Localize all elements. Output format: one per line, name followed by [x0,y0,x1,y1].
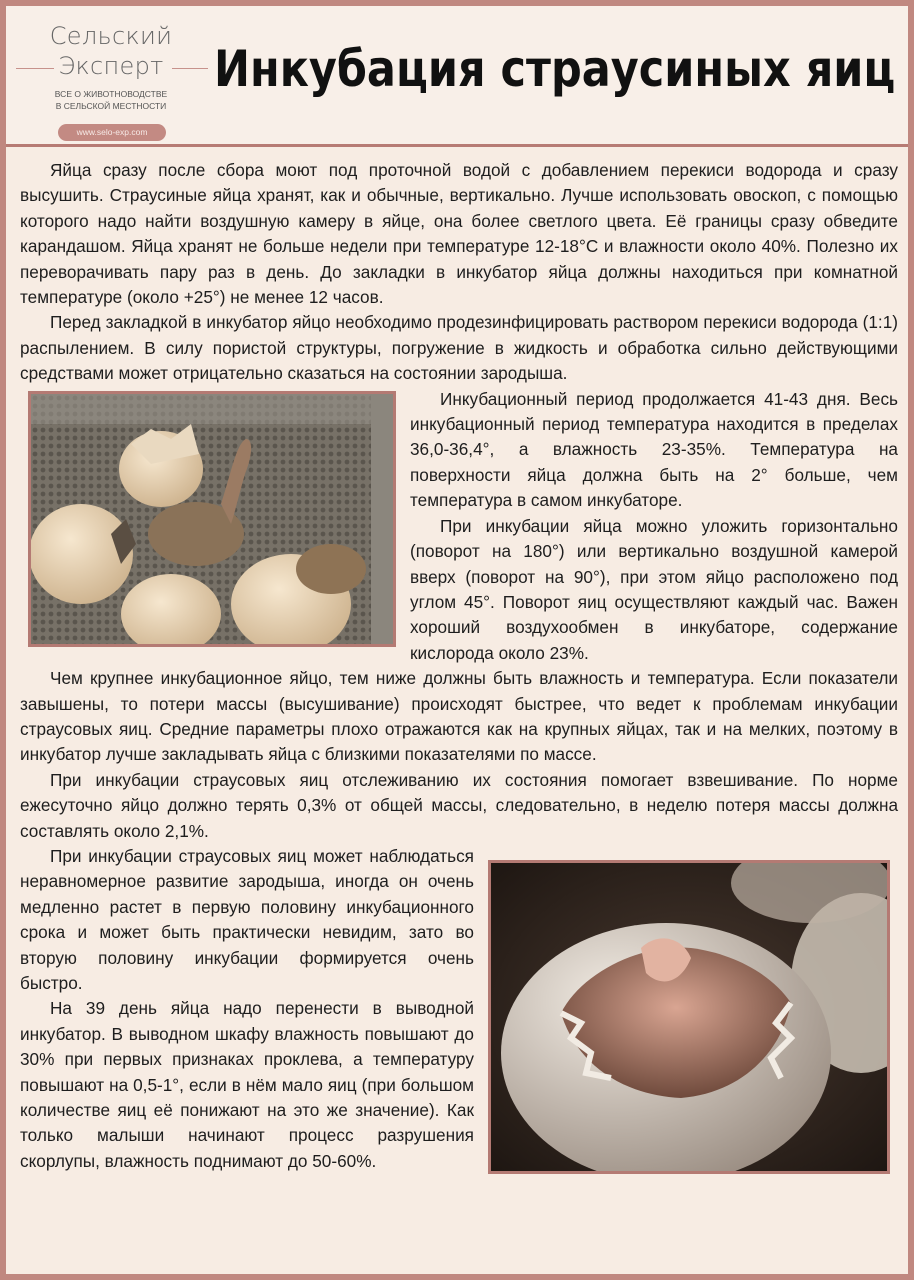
brand-logo[interactable] [16,16,206,141]
chick-hatching-illustration [491,863,887,1171]
header [6,6,908,144]
paragraph: При инкубации страусовых яиц отслеживанию их состояния помогает взвешивание. По норме ежесуточно яйцо должно терять 0,3% от общей массы, следовательно, в неделю потеря массы должна составлять около 2,1%. [20,769,898,841]
brand-url-badge[interactable]: www.selo-exp.com [58,124,166,141]
brand-tagline [36,88,186,112]
paragraph: Перед закладкой в инкубатор яйцо необходимо продезинфицировать раствором перекиси водорода (1:1) распылением. В силу пористой структуры, погружение в жидкость и обработка сильно действующими средствами может отрицательно сказаться на состоянии зародыша. [20,312,898,384]
header-divider [6,144,908,147]
brand-name-line2: Эксперт [58,52,164,80]
brand-tagline-line1: ВСЕ О ЖИВОТНОВОДСТВЕ [54,89,168,99]
paragraph: Инкубационный период продолжается 41-43 дня. Весь инкубационный период температура находится в пределах 36,0-36,4°, а влажность 23-35%. Температура на поверхности яйца должна быть на 2° больше, чем температура в самом инкубаторе. [410,388,898,511]
brand-tagline-line2: В СЕЛЬСКОЙ МЕСТНОСТИ [55,101,167,111]
paragraph: На 39 день яйца надо перенести в выводной инкубатор. В выводном шкафу влажность повышают до 30% при первых признаках проклева, а температуру повышают на 0,5-1°, если в нём мало яиц (при большом количестве яиц её понижают на это же значение). Как только малыши начинают процесс разрушения скорлупы, влажность поднимают до 50-60%. [20,998,474,1171]
photo-hatchlings-incubator [28,391,396,647]
paragraph: При инкубации яйца можно уложить горизонтально (поворот на 180°) или вертикально воздушной камерой вверх (поворот на 90°), при этом яйцо расположено под углом 45°. Поворот яиц осуществляют каждый час. Важен хороший воздухообмен в инкубаторе, содержание кислорода около 23%. [410,515,898,663]
page-title: Инкубация страусиных яиц [214,40,896,98]
page-sheet [6,6,908,1274]
paragraph: Яйца сразу после сбора моют под проточной водой с добавлением перекиси водорода и сразу высушить. Страусиные яйца хранят, как и обычные, вертикально. Лучше использовать овоскоп, с помощью которого надо найти воздушную камеру в яйце, она более светлого цвета. Её границы сразу обведите карандашом. Яйца хранят не больше недели при температуре 12-18°С и влажности около 40%. Полезно их переворачивать пару раз в день. До закладки в инкубатор яйца должны находиться при комнатной температуре (около +25°) не менее 12 часов. [20,160,898,308]
hatchlings-illustration [31,394,393,644]
paragraph: При инкубации страусовых яиц может наблюдаться неравномерное развитие зародыша, иногда он очень медленно растет в первую половину инкубационного срока и может быть практически невидим, зато во вторую половину инкубации формируется очень быстро. [20,845,474,993]
brand-name-line1: Сельский [49,22,173,50]
photo-chick-hatching [488,860,890,1174]
article-body [20,158,898,1180]
paragraph: Чем крупнее инкубационное яйцо, тем ниже должны быть влажность и температура. Если показатели завышены, то потери массы (высушивание) происходят быстрее, что ведет к проблемам инкубации страусовых яиц. Средние параметры плохо отражаются как на крупных яйцах, так и на мелких, поэтому в инкубатор лучше закладывать яйца с близкими показателями по массе. [20,668,898,765]
